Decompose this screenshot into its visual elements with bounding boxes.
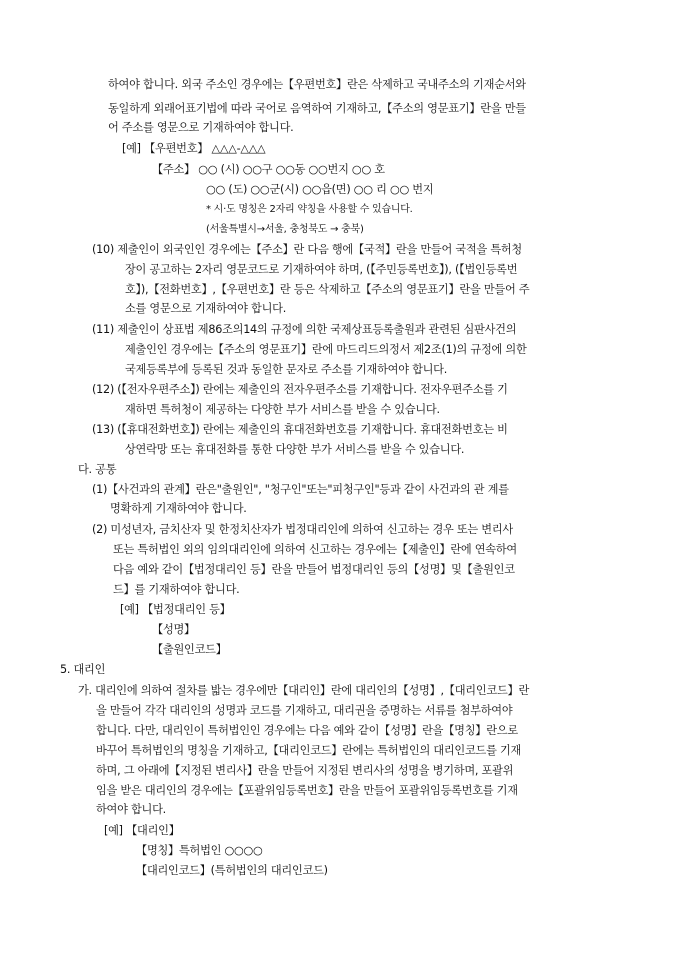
text-line: 다음 예와 같이【법정대리인 등】란을 만들어 법정대리인 등의【성명】및【출원인코 bbox=[113, 563, 515, 576]
item-1: (1)【사건과의 관계】란은"출원인", "청구인"또는"피청구인"등과 같이 사건과의 관 계를 bbox=[92, 483, 509, 496]
text-line: 하며, 그 아래에【지정된 변리사】란을 만들어 지정된 변리사의 성명을 병기하며, 포괄위 bbox=[96, 764, 514, 777]
example-line: 【명칭】특허법인 ○○○○ bbox=[136, 844, 263, 857]
item-13: (13) (【휴대전화번호】) 란에는 제출인의 휴대전화번호를 기재합니다. 휴대전화번호는 비 bbox=[92, 423, 508, 436]
text-line: 하여야 합니다. bbox=[96, 803, 166, 816]
text-line: 국제등록부에 등록된 것과 동일한 문자로 주소를 기재하여야 합니다. bbox=[125, 363, 448, 376]
text-line: 재하면 특허청이 제공하는 다양한 부가 서비스를 받을 수 있습니다. bbox=[125, 403, 440, 416]
example-line: 【출원인코드】 bbox=[152, 643, 227, 656]
example-label: [예] 【대리인】 bbox=[104, 824, 180, 837]
example-line: 【대리인코드】(특허법인의 대리인코드) bbox=[136, 864, 328, 877]
item-ga: 가. 대리인에 의하여 절차를 밟는 경우에만【대리인】란에 대리인의【성명】,【대리인코드】란 bbox=[78, 684, 530, 697]
item-11: (11) 제출인이 상표법 제86조의14의 규정에 의한 국제상표등록출원과 관련된 심판사건의 bbox=[92, 323, 517, 336]
text-line: 임을 받은 대리인의 경우에는【포괄위임등록번호】란을 만들어 포괄위임등록번호를 기재 bbox=[96, 784, 518, 797]
text-line: 어 주소를 영문으로 기재하여야 합니다. bbox=[108, 121, 294, 134]
text-line: 장이 공고하는 2자리 영문코드로 기재하여야 하며, (【주민등록번호】), (【법인등록번 bbox=[125, 263, 518, 276]
example-label: [예] 【법정대리인 등】 bbox=[120, 603, 231, 616]
text-line: 하여야 합니다. 외국 주소인 경우에는【우편번호】란은 삭제하고 국내주소의 기재순서와 bbox=[108, 78, 526, 91]
text-line: 명확하게 기재하여야 합니다. bbox=[110, 502, 247, 515]
item-10: (10) 제출인이 외국인인 경우에는【주소】란 다음 행에【국적】란을 만들어 국적을 특허청 bbox=[92, 243, 522, 256]
text-line: 을 만들어 각각 대리인의 성명과 코드를 기재하고, 대리권을 증명하는 서류를 첨부하여야 bbox=[96, 704, 513, 717]
item-12: (12) (【전자우편주소】) 란에는 제출인의 전자우편주소를 기재합니다. 전자우편주소를 기 bbox=[92, 383, 508, 396]
example-label: [예] 【우편번호】 △△△-△△△ bbox=[122, 142, 266, 155]
example-line: 【성명】 bbox=[152, 623, 195, 636]
example-line: 【주소】 ○○ (시) ○○구 ○○동 ○○번지 ○○ 호 bbox=[152, 163, 385, 176]
note-line: (서울특별시→서울, 충청북도 → 충북) bbox=[206, 224, 364, 235]
note-line: * 시·도 명칭은 2자리 약칭을 사용할 수 있습니다. bbox=[206, 204, 413, 215]
text-line: 소를 영문으로 기재하여야 합니다. bbox=[125, 302, 287, 315]
section-heading: 다. 공통 bbox=[78, 463, 117, 476]
text-line: 바꾸어 특허법인의 명칭을 기재하고,【대리인코드】란에는 특허법인의 대리인코드를 기재 bbox=[96, 744, 522, 757]
example-line: ○○ (도) ○○군(시) ○○읍(면) ○○ 리 ○○ 번지 bbox=[206, 183, 434, 196]
text-line: 또는 특허법인 외의 임의대리인에 의하여 신고하는 경우에는【제출인】란에 연속하여 bbox=[113, 543, 517, 556]
text-line: 상연락망 또는 휴대전화를 통한 다양한 부가 서비스를 받을 수 있습니다. bbox=[125, 443, 465, 456]
item-2: (2) 미성년자, 금치산자 및 한정치산자가 법정대리인에 의하여 신고하는 경우 또는 변리사 bbox=[92, 523, 513, 536]
text-line: 제출인인 경우에는【주소의 영문표기】란에 마드리드의정서 제2조(1)의 규정에 의한 bbox=[125, 343, 527, 356]
text-line: 호】),【전화번호】,【우편번호】란 등은 삭제하고【주소의 영문표기】란을 만들어 주 bbox=[125, 283, 530, 296]
text-line: 드】를 기재하여야 합니다. bbox=[113, 583, 240, 596]
text-line: 동일하게 외래어표기법에 따라 국어로 음역하여 기재하고,【주소의 영문표기】란을 만들 bbox=[108, 102, 526, 115]
text-line: 합니다. 다만, 대리인이 특허법인인 경우에는 다음 예와 같이【성명】란을【명칭】란으로 bbox=[96, 724, 518, 737]
chapter-heading: 5. 대리인 bbox=[60, 663, 106, 676]
